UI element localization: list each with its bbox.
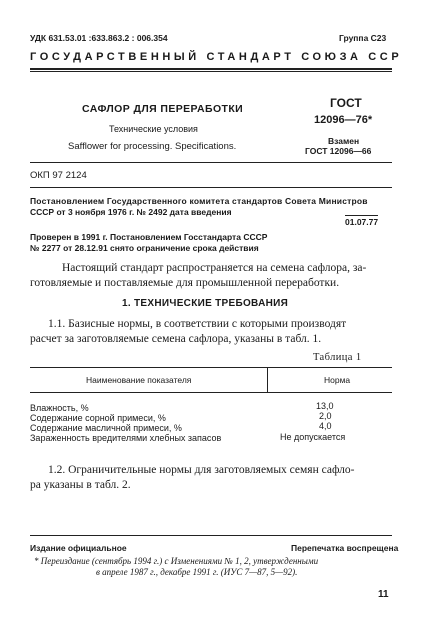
table-row-norm: 2,0 xyxy=(319,411,332,421)
table-column-divider xyxy=(267,367,268,393)
table-rule-top xyxy=(30,367,392,368)
column-header-norm: Норма xyxy=(324,375,351,385)
table-row-norm: 4,0 xyxy=(319,421,332,431)
replace-label: Взамен xyxy=(328,136,360,146)
intro-line-2: готовляемые и поставляемые для промышленной переработки. xyxy=(30,277,340,289)
state-standard-title: ГОСУДАРСТВЕННЫЙ СТАНДАРТ СОЮЗА ССР xyxy=(30,51,403,63)
header-rule-bottom xyxy=(30,71,392,72)
revision-line-1: Проверен в 1991 г. Постановлением Госстандарта СССР xyxy=(30,232,268,242)
reprint-prohibited: Перепечатка воспрещена xyxy=(291,543,399,553)
table-row-norm: Не допускается xyxy=(280,432,346,442)
page-number: 11 xyxy=(378,589,389,600)
revision-line-2: № 2277 от 28.12.91 снято ограничение срока действия xyxy=(30,243,259,253)
table-row-indicator: Содержание масличной примеси, % xyxy=(30,423,182,433)
table-row-norm: 13,0 xyxy=(316,401,334,411)
paragraph-1-2-line-2: ра указаны в табл. 2. xyxy=(30,479,131,491)
decree-date: 01.07.77 xyxy=(345,217,379,227)
column-header-indicator: Наименование показателя xyxy=(86,375,192,385)
paragraph-1-2-line-1: 1.2. Ограничительные нормы для заготовляемых семян сафло- xyxy=(48,464,355,476)
table-1-label: Таблица 1 xyxy=(313,352,362,363)
decree-line-1: Постановлением Государственного комитета стандартов Совета Министров xyxy=(30,196,368,206)
footer-rule xyxy=(30,535,392,536)
intro-line-1: Настоящий стандарт распространяется на семена сафлора, за- xyxy=(62,262,367,274)
title-block-rule xyxy=(30,162,392,163)
table-row-indicator: Влажность, % xyxy=(30,403,89,413)
header-rule-top xyxy=(30,68,392,70)
replace-number: ГОСТ 12096—66 xyxy=(305,146,372,156)
okp-code: ОКП 97 2124 xyxy=(30,170,87,181)
footnote-line-2: в апреле 1987 г., декабре 1991 г. (ИУС 7—87, 5—92). xyxy=(96,567,298,577)
udk-code: УДК 631.53.01 :633.863.2 : 006.354 xyxy=(30,33,168,43)
table-header-rule xyxy=(30,392,392,393)
gost-number: 12096—76* xyxy=(314,114,373,126)
section-1-heading: 1. ТЕХНИЧЕСКИЕ ТРЕБОВАНИЯ xyxy=(122,298,289,309)
decree-line-2: СССР от 3 ноября 1976 г. № 2492 дата введения xyxy=(30,207,232,217)
doc-title-english: Safflower for processing. Specifications. xyxy=(68,141,237,152)
okp-rule xyxy=(30,187,392,188)
paragraph-1-1-line-1: 1.1. Базисные нормы, в соответствии с которыми производят xyxy=(48,318,347,330)
doc-title: САФЛОР ДЛЯ ПЕРЕРАБОТКИ xyxy=(82,103,244,115)
table-row-indicator: Зараженность вредителями хлебных запасов xyxy=(30,433,222,443)
footnote-line-1: * Переиздание (сентябрь 1994 г.) с Изменениями № 1, 2, утвержденными xyxy=(34,556,319,566)
paragraph-1-1-line-2: расчет за заготовляемые семена сафлора, указаны в табл. 1. xyxy=(30,333,322,345)
table-row-indicator: Содержание сорной примеси, % xyxy=(30,413,166,423)
doc-subtitle: Технические условия xyxy=(109,124,198,134)
group-code: Группа С23 xyxy=(339,33,387,43)
gost-label: ГОСТ xyxy=(330,96,362,110)
official-edition: Издание официальное xyxy=(30,543,127,553)
